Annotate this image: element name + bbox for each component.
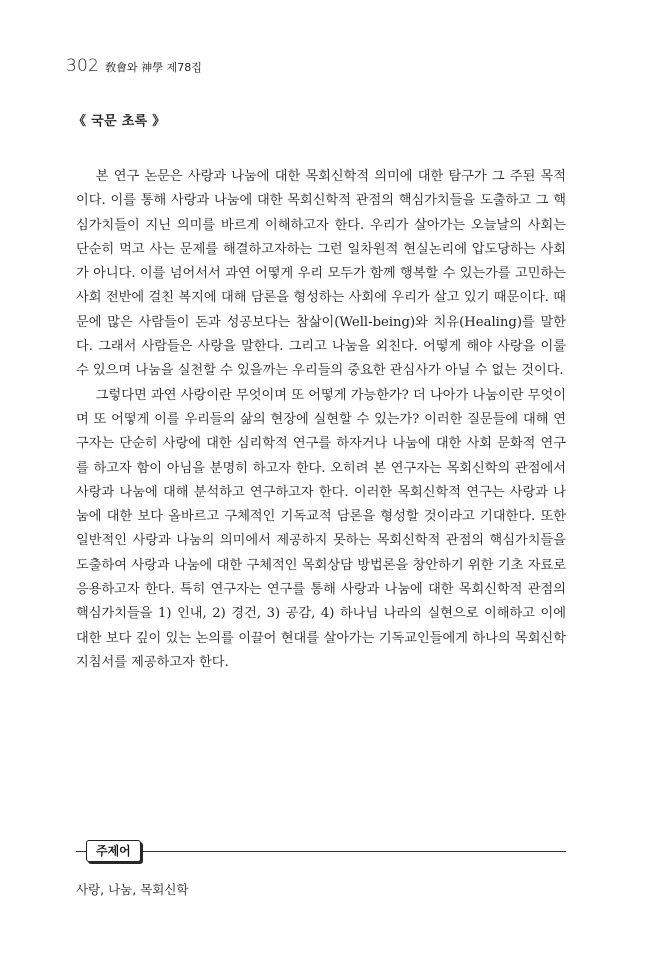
keyword-bar xyxy=(76,840,566,862)
section-heading: 《 국문 초록 》 xyxy=(73,114,166,129)
keyword-label: 주제어 xyxy=(86,840,141,862)
journal-title: 敎會와 神學 제78집 xyxy=(105,61,202,74)
abstract-paragraph: 그렇다면 과연 사랑이란 무엇이며 또 어떻게 가능한가? 더 나아가 나눔이란 무엇이며 또 어떻게 이를 우리들의 삶의 현장에 실현할 수 있는가? 이러한 질문들에 대해 연구자는 단순히 사랑에 대한 심리학적 연구를 하자거나 나눔에 대한 사회 문화적 연구를 하고자 함이 아님을 분명히 하고자 한다. 오히려 본 연구자는 목회신학의 관점에서 사랑과 나눔에 대해 분석하고 연구하고자 한다. 이러한 목회신학적 연구는 사랑과 나눔에 대한 보다 올바르고 구체적인 기독교적 담론을 형성할 것이라고 기대한다. 또한 일반적인 사랑과 나눔의 의미에서 제공하지 못하는 목회신학적 관점의 핵심가치들을 도출하여 사랑과 나눔에 대한 구체적인 목회상담 방법론을 창안하기 위한 기초 자료로 응용하고자 한다. 특히 연구자는 연구를 통해 사랑과 나눔에 대한 목회신학적 관점의 핵심가치들을 1) 인내, 2) 경건, 3) 공감, 4) 하나님 나라의 실현으로 이해하고 이에 대한 보다 깊이 있는 논의를 이끌어 현대를 살아가는 기독교인들에게 하나의 목회신학 지침서를 제공하고자 한다. xyxy=(76,387,566,670)
abstract-body xyxy=(76,165,566,675)
page-number: 302 xyxy=(66,56,100,76)
abstract-paragraph: 본 연구 논문은 사랑과 나눔에 대한 목회신학적 의미에 대한 탐구가 그 주된 목적이다. 이를 통해 사랑과 나눔에 대한 목회신학적 관점의 핵심가치들을 도출하고 그 핵심가치들이 지닌 의미를 바르게 이해하고자 한다. 우리가 살아가는 오늘날의 사회는 단순히 먹고 사는 문제를 해결하고자하는 그런 일차원적 현실논리에 압도당하는 사회가 아니다. 이를 넘어서서 과연 어떻게 우리 모두가 함께 행복할 수 있는가를 고민하는 사회 전반에 걸친 복지에 대해 담론을 형성하는 사회에 우리가 살고 있기 때문이다. 때문에 많은 사람들이 돈과 성공보다는 참삶이(Well-being)와 치유(Healing)를 말한다. 그래서 사람들은 사랑을 말한다. 그리고 나눔을 외친다. 어떻게 해야 사랑을 이룰 수 있으며 나눔을 실천할 수 있을까는 우리들의 중요한 관심사가 아닐 수 없는 것이다. xyxy=(76,169,566,379)
keyword-divider xyxy=(76,851,566,852)
keywords-list: 사랑, 나눔, 목회신학 xyxy=(76,882,189,897)
running-header xyxy=(66,56,202,76)
